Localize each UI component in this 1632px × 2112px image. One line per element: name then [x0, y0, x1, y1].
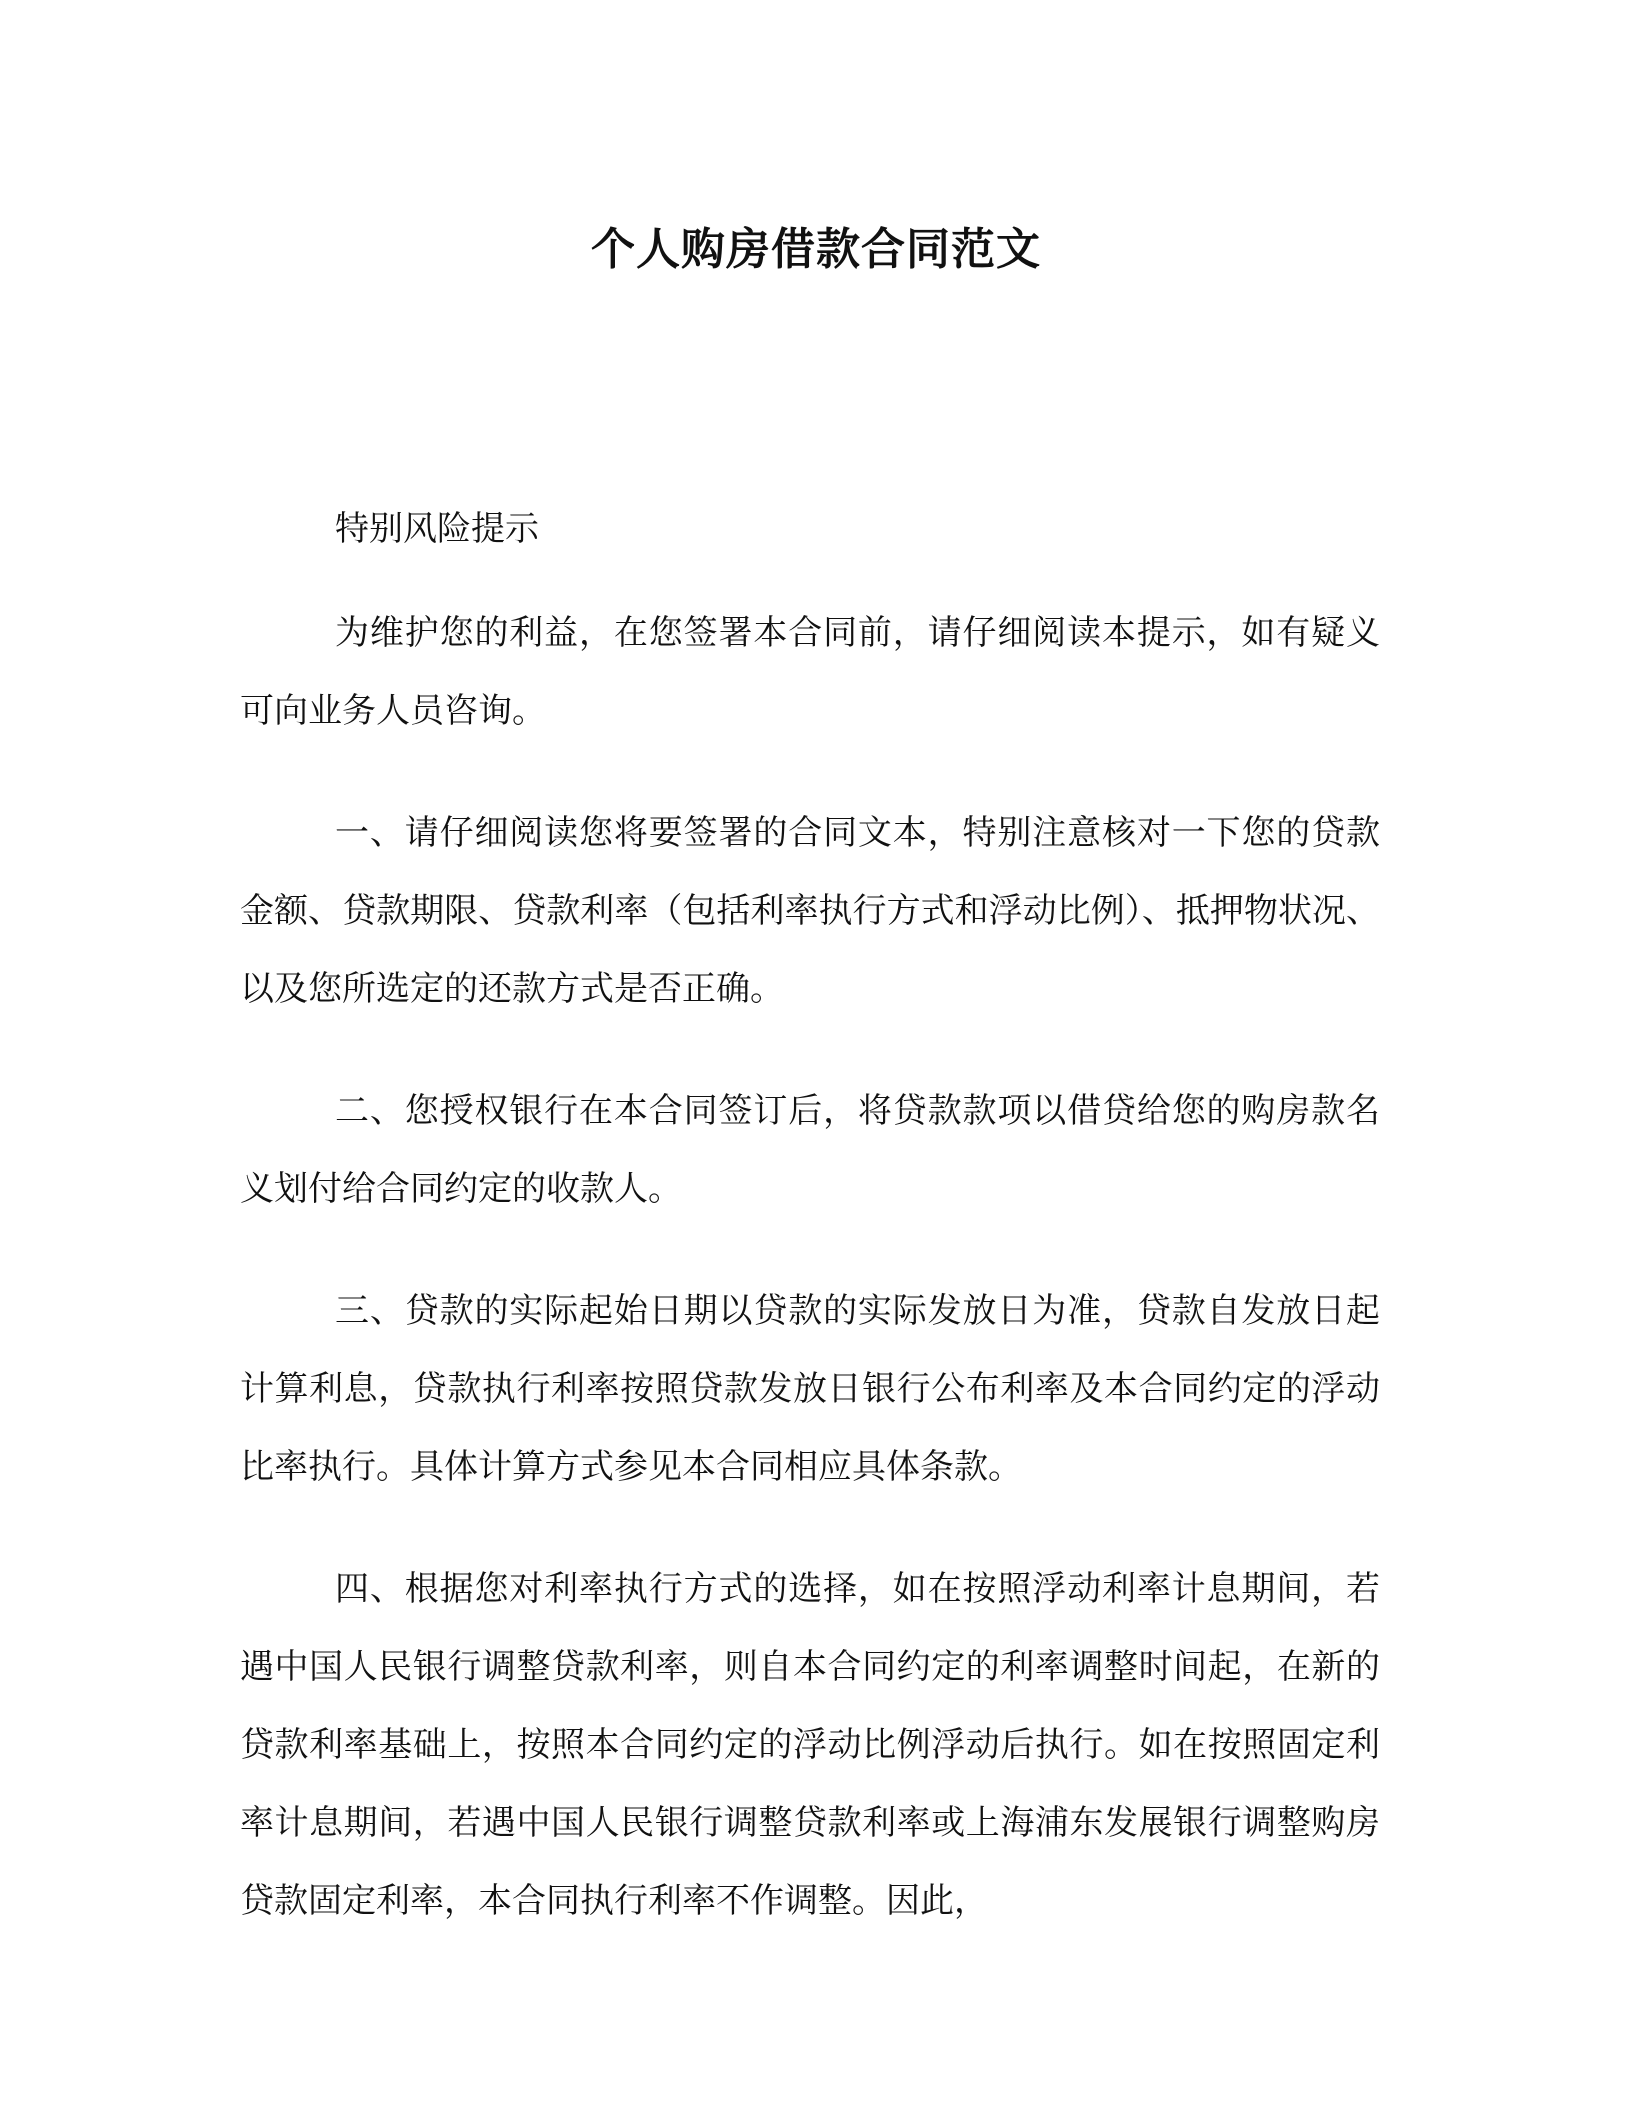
- intro-paragraph: 为维护您的利益，在您签署本合同前，请仔细阅读本提示，如有疑义可向业务人员咨询。: [240, 613, 1380, 731]
- clause-4-paragraph: 四、根据您对利率执行方式的选择，如在按照浮动利率计息期间，若遇中国人民银行调整贷款利率，则自本合同约定的利率调整时间起，在新的贷款利率基础上，按照本合同约定的浮动比例浮动后执行。如在按照固定利率计息期间，若遇中国人民银行调整贷款利率或上海浦东发展银行调整购房贷款固定利率，本合同执行利率不作调整。因此，: [240, 1569, 1380, 1921]
- document-title: 个人购房借款合同范文: [591, 224, 1041, 275]
- risk-notice-heading: 特别风险提示: [335, 509, 539, 549]
- clause-2-paragraph: 二、您授权银行在本合同签订后，将贷款款项以借贷给您的购房款名义划付给合同约定的收款人。: [240, 1091, 1380, 1209]
- clause-3-paragraph: 三、贷款的实际起始日期以贷款的实际发放日为准，贷款自发放日起计算利息，贷款执行利率按照贷款发放日银行公布利率及本合同约定的浮动比率执行。具体计算方式参见本合同相应具体条款。: [240, 1291, 1380, 1487]
- clause-1-paragraph: 一、请仔细阅读您将要签署的合同文本，特别注意核对一下您的贷款金额、贷款期限、贷款利率（包括利率执行方式和浮动比例）、抵押物状况、以及您所选定的还款方式是否正确。: [240, 813, 1380, 1009]
- document-body: [240, 490, 1380, 1984]
